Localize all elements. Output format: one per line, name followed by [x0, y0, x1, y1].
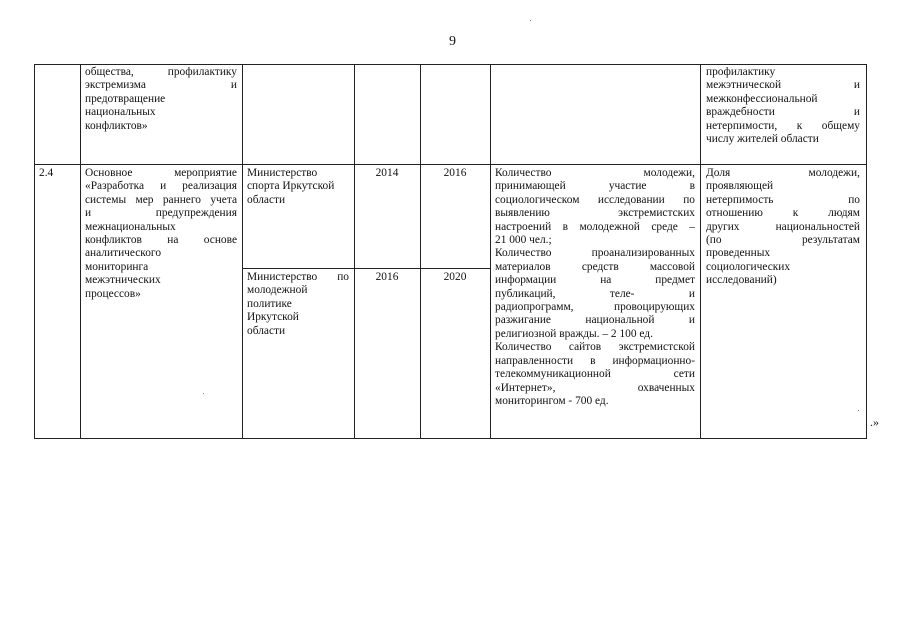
text-line: настроений в молодежной среде – — [495, 220, 695, 233]
text-line: предотвращение — [85, 92, 166, 105]
text-line: межконфессиональной — [706, 92, 818, 105]
text-line: процессов» — [85, 287, 141, 300]
text-line: разжигание национальной и — [495, 314, 695, 327]
text-line: Иркутской — [247, 311, 299, 324]
executor-2 — [247, 271, 349, 338]
col-border-2 — [242, 64, 243, 439]
top-row-measure — [85, 66, 237, 133]
text-line: межнациональных — [85, 220, 176, 233]
col-border-1 — [80, 64, 81, 439]
executor-1-start-year: 2014 — [375, 167, 399, 179]
executor-2-start-year: 2016 — [375, 271, 399, 283]
text-line: Количество проанализированных — [495, 247, 695, 260]
table-bottom-border — [34, 438, 866, 439]
text-line: межэтнических — [85, 274, 161, 287]
row-measure — [85, 167, 237, 301]
text-line: общества, профилактику — [85, 66, 237, 78]
text-line: нетерпимости, к общему — [706, 119, 860, 132]
text-line: телекоммуникационной сети — [495, 368, 695, 381]
text-line: политике — [247, 297, 292, 310]
col-border-7 — [866, 64, 867, 439]
col-border-5 — [490, 64, 491, 439]
text-line: мониторинга — [85, 260, 149, 273]
text-line: 21 000 чел.; — [495, 234, 552, 247]
text-line: социологических — [706, 260, 791, 273]
closing-quote-mark: .» — [870, 415, 879, 429]
text-line: (по результатам — [706, 234, 860, 247]
scan-speck — [530, 20, 531, 21]
text-line: проведенных — [706, 247, 771, 260]
text-line: исследований) — [706, 274, 777, 287]
col-border-4 — [420, 64, 421, 439]
text-line: «Интернет», охваченных — [495, 381, 695, 394]
text-line: социологическом исследовании по — [495, 193, 695, 206]
text-line: Основное мероприятие — [85, 167, 237, 179]
text-line: области — [247, 324, 286, 337]
text-line: аналитического — [85, 247, 162, 260]
row-divider — [34, 164, 866, 165]
text-line: других национальностей — [706, 220, 860, 233]
top-row-indicator — [706, 66, 860, 146]
text-line: Доля молодежи, — [706, 167, 860, 179]
scan-speck — [203, 393, 204, 394]
executor-1-end-year: 2016 — [443, 167, 467, 179]
col-border-3 — [354, 64, 355, 439]
executor-divider — [242, 268, 490, 269]
text-line: спорта Иркутской — [247, 180, 335, 193]
text-line: «Разработка и реализация — [85, 180, 237, 193]
text-line: религиозной вражды. – 2 100 ед. — [495, 327, 653, 340]
text-line: отношению к людям — [706, 207, 860, 220]
row-results — [495, 167, 695, 408]
executor-2-end-year: 2020 — [443, 271, 467, 283]
text-line: Министерство по — [247, 271, 349, 283]
text-line: публикаций, теле- и — [495, 287, 695, 300]
text-line: мониторингом - 700 ед. — [495, 394, 609, 407]
text-line: межэтнической и — [706, 79, 860, 92]
text-line: направленности в информационно- — [495, 354, 695, 367]
text-line: проявляющей — [706, 180, 774, 193]
row-indicator — [706, 167, 860, 288]
table-top-border — [34, 64, 866, 65]
text-line: области — [247, 193, 286, 206]
col-border-0 — [34, 64, 35, 439]
text-line: принимающей участие в — [495, 180, 695, 193]
text-line: конфликтов на основе — [85, 234, 237, 247]
executor-1 — [247, 167, 349, 207]
text-line: национальных — [85, 106, 156, 119]
text-line: радиопрограмм, провоцирующих — [495, 301, 695, 314]
scan-speck — [858, 410, 859, 411]
text-line: враждебности и — [706, 106, 860, 119]
text-line: конфликтов» — [85, 119, 148, 132]
text-line: экстремизма и — [85, 79, 237, 92]
text-line: числу жителей области — [706, 133, 819, 146]
col-border-6 — [700, 64, 701, 439]
page-number: 9 — [449, 34, 456, 49]
text-line: Министерство — [247, 167, 318, 179]
text-line: Количество молодежи, — [495, 167, 695, 179]
text-line: информации на предмет — [495, 274, 695, 287]
text-line: нетерпимость по — [706, 193, 860, 206]
text-line: материалов средств массовой — [495, 260, 695, 273]
text-line: Количество сайтов экстремистской — [495, 341, 695, 354]
text-line: и предупреждения — [85, 207, 237, 220]
text-line: профилактику — [706, 66, 776, 78]
text-line: молодежной — [247, 284, 308, 297]
row-number: 2.4 — [39, 167, 54, 179]
text-line: выявлению экстремистских — [495, 207, 695, 220]
text-line: системы мер раннего учета — [85, 193, 237, 206]
